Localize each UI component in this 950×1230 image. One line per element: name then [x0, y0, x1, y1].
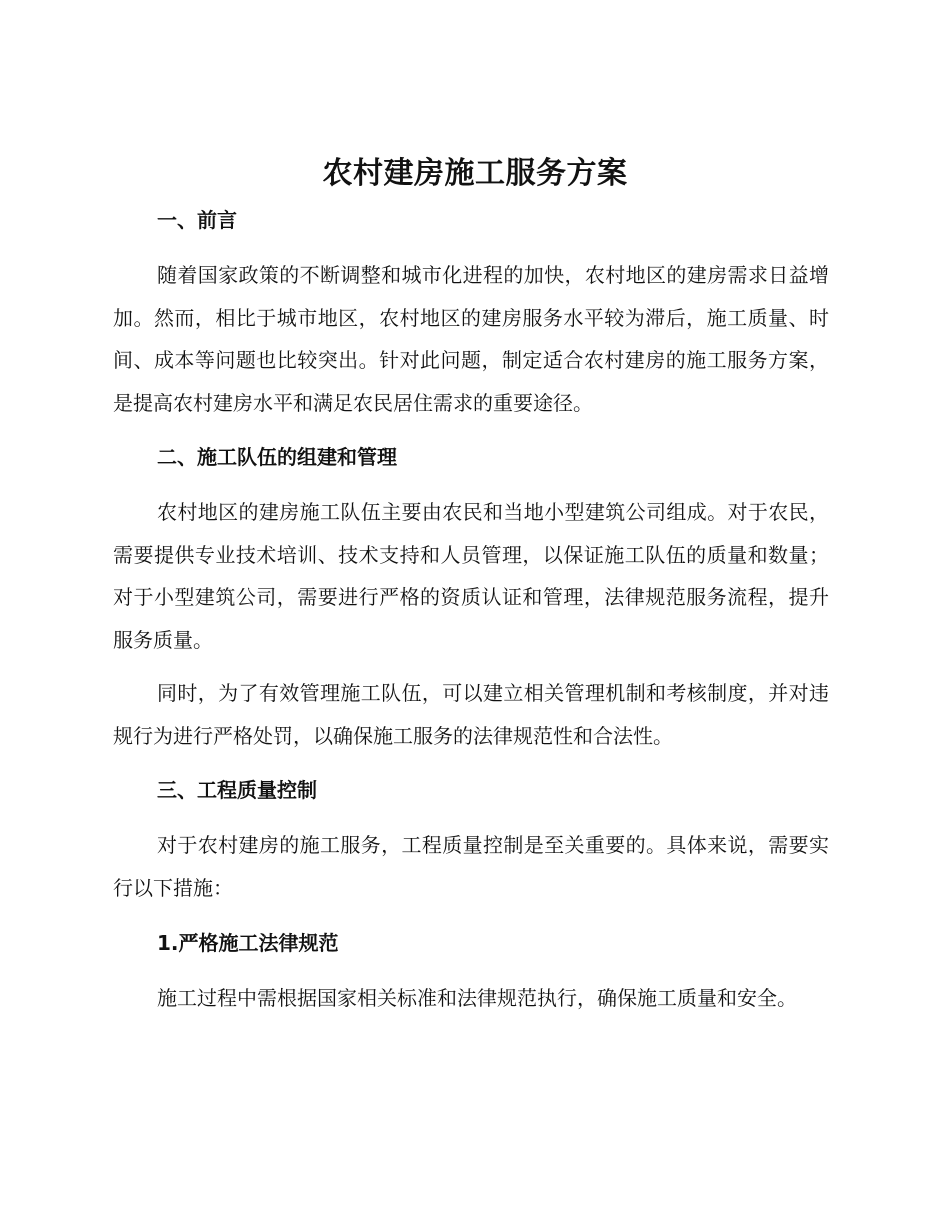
paragraph-regulation: 施工过程中需根据国家相关标准和法律规范执行，确保施工质量和安全。 — [157, 986, 797, 1010]
subsection-heading-regulation: 1.严格施工法律规范 — [157, 931, 339, 955]
paragraph-team-management: 同时，为了有效管理施工队伍，可以建立相关管理机制和考核制度，并对违规行为进行严格处罚，以确保施工服务的法律规范性和合法性。 — [113, 681, 829, 748]
section-heading-preface: 一、前言 — [157, 208, 237, 232]
section-heading-quality: 三、工程质量控制 — [157, 778, 317, 802]
section-heading-team: 二、施工队伍的组建和管理 — [157, 445, 397, 469]
paragraph-team-composition: 农村地区的建房施工队伍主要由农民和当地小型建筑公司组成。对于农民，需要提供专业技术培训、技术支持和人员管理，以保证施工队伍的质量和数量；对于小型建筑公司，需要进行严格的资质认证和管理，法律规范服务流程，提升服务质量。 — [113, 500, 829, 652]
document-title: 农村建房施工服务方案 — [322, 156, 628, 191]
paragraph-quality-intro: 对于农村建房的施工服务，工程质量控制是至关重要的。具体来说，需要实行以下措施： — [113, 833, 829, 900]
paragraph-preface: 随着国家政策的不断调整和城市化进程的加快，农村地区的建房需求日益增加。然而，相比于城市地区，农村地区的建房服务水平较为滞后，施工质量、时间、成本等问题也比较突出。针对此问题，制定适合农村建房的施工服务方案，是提高农村建房水平和满足农民居住需求的重要途径。 — [113, 263, 829, 415]
